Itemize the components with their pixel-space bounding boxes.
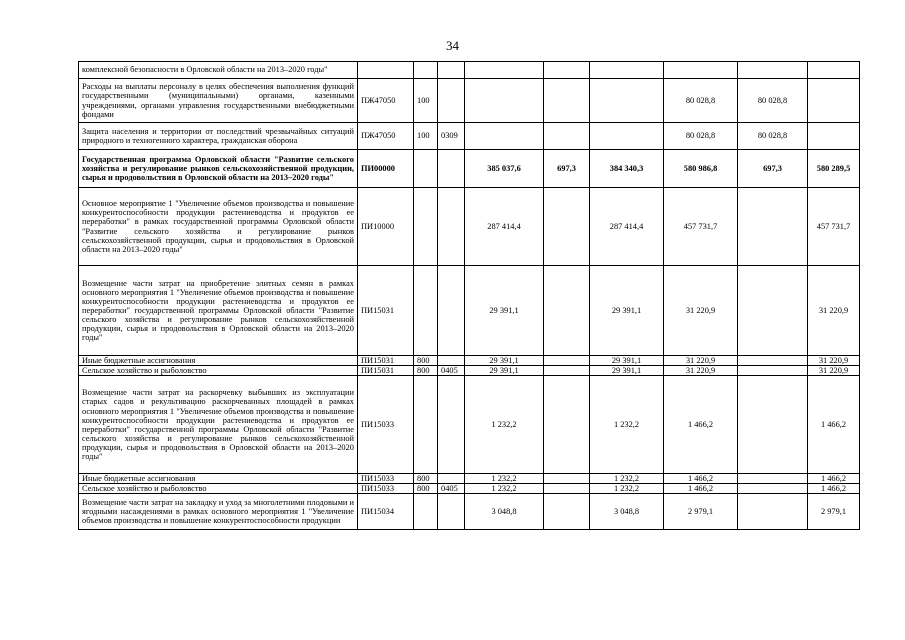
row-value-3: 1 232,2	[590, 474, 664, 484]
row-value-5	[738, 62, 808, 79]
row-value-5	[738, 474, 808, 484]
row-value-2: 697,3	[544, 150, 590, 188]
row-value-1: 385 037,6	[465, 150, 544, 188]
table-row	[79, 62, 860, 79]
row-value-3: 3 048,8	[590, 494, 664, 530]
row-value-6: 31 220,9	[808, 266, 860, 356]
row-code: ПИ15033	[358, 484, 414, 494]
row-value-1: 29 391,1	[465, 266, 544, 356]
row-value-3: 29 391,1	[590, 356, 664, 366]
row-expense-type: 800	[414, 474, 438, 484]
row-value-3: 384 340,3	[590, 150, 664, 188]
row-value-4: 2 979,1	[664, 494, 738, 530]
row-value-4: 580 986,8	[664, 150, 738, 188]
row-value-3: 1 232,2	[590, 484, 664, 494]
row-value-2	[544, 123, 590, 150]
row-value-3: 1 232,2	[590, 376, 664, 474]
budget-table	[78, 61, 860, 530]
row-section	[438, 474, 465, 484]
row-value-2	[544, 266, 590, 356]
row-value-1	[465, 62, 544, 79]
row-value-4: 80 028,8	[664, 79, 738, 123]
row-value-5	[738, 266, 808, 356]
row-value-3	[590, 62, 664, 79]
row-expense-type	[414, 376, 438, 474]
row-value-6	[808, 123, 860, 150]
table-row	[79, 494, 860, 530]
row-name: Возмещение части затрат на приобретение элитных семян в рамках основного мероприятия 1 "Увеличение объемов производства и повышение конкурентоспособности продукции растениеводства и продуктов ее переработки" государственной программы Орловской области "Развитие сельского хозяйства и регулирование рынков сельскохозяйственной продукции, сырья и продовольствия в Орловской области на 2013–2020 годы"	[79, 266, 358, 356]
row-value-2	[544, 474, 590, 484]
row-code: ПЖ47050	[358, 79, 414, 123]
row-value-4	[664, 62, 738, 79]
row-code: ПИ15033	[358, 376, 414, 474]
row-value-6: 1 466,2	[808, 376, 860, 474]
row-value-1	[465, 79, 544, 123]
row-value-6: 2 979,1	[808, 494, 860, 530]
row-value-1: 287 414,4	[465, 188, 544, 266]
row-value-6: 1 466,2	[808, 474, 860, 484]
row-value-1: 3 048,8	[465, 494, 544, 530]
row-value-4: 80 028,8	[664, 123, 738, 150]
row-value-6: 31 220,9	[808, 356, 860, 366]
row-value-5	[738, 188, 808, 266]
row-section	[438, 188, 465, 266]
row-value-5	[738, 494, 808, 530]
row-value-2	[544, 494, 590, 530]
row-value-2	[544, 356, 590, 366]
row-code: ПИ15033	[358, 474, 414, 484]
table-row	[79, 150, 860, 188]
table-row	[79, 484, 860, 494]
table-row	[79, 266, 860, 356]
row-expense-type: 800	[414, 356, 438, 366]
row-section: 0405	[438, 366, 465, 376]
row-value-5	[738, 376, 808, 474]
row-value-5: 80 028,8	[738, 79, 808, 123]
row-value-6	[808, 79, 860, 123]
row-code: ПИ15031	[358, 356, 414, 366]
row-expense-type: 100	[414, 79, 438, 123]
table-row	[79, 474, 860, 484]
row-name: Иные бюджетные ассигнования	[79, 356, 358, 366]
row-code: ПИ15031	[358, 266, 414, 356]
row-value-3: 29 391,1	[590, 366, 664, 376]
row-value-4: 31 220,9	[664, 366, 738, 376]
row-value-5: 80 028,8	[738, 123, 808, 150]
row-name: Государственная программа Орловской области "Развитие сельского хозяйства и регулирование рынков сельскохозяйственной продукции, сырья и продовольствия в Орловской области на 2013–2020 годы"	[79, 150, 358, 188]
row-value-2	[544, 62, 590, 79]
row-name: Иные бюджетные ассигнования	[79, 474, 358, 484]
row-value-2	[544, 79, 590, 123]
row-section	[438, 62, 465, 79]
row-section	[438, 79, 465, 123]
row-expense-type: 800	[414, 366, 438, 376]
row-name: Возмещение части затрат на раскорчевку выбывших из эксплуатации старых садов и рекультивацию раскорчеванных площадей в рамках основного мероприятия 1 "Увеличение объемов производства и повышение конкурентоспособности продукции растениеводства и продуктов ее переработки" государственной программы Орловской области "Развитие сельского хозяйства и регулирование рынков сельскохозяйственной продукции, сырья и продовольствия в Орловской области на 2013–2020 годы"	[79, 376, 358, 474]
row-value-1: 1 232,2	[465, 474, 544, 484]
row-code: ПИ10000	[358, 188, 414, 266]
row-value-4: 1 466,2	[664, 474, 738, 484]
row-value-1: 1 232,2	[465, 484, 544, 494]
row-value-4: 1 466,2	[664, 484, 738, 494]
row-name: Защита населения и территории от последствий чрезвычайных ситуаций природного и техногенного характера, гражданская оборона	[79, 123, 358, 150]
row-expense-type: 800	[414, 484, 438, 494]
row-value-4: 31 220,9	[664, 266, 738, 356]
row-value-5: 697,3	[738, 150, 808, 188]
row-value-3	[590, 79, 664, 123]
row-value-5	[738, 356, 808, 366]
row-value-4: 457 731,7	[664, 188, 738, 266]
row-value-5	[738, 484, 808, 494]
row-value-2	[544, 188, 590, 266]
row-value-1: 1 232,2	[465, 376, 544, 474]
row-code: ПИ15031	[358, 366, 414, 376]
row-name: комплексной безопасности в Орловской области на 2013–2020 годы"	[79, 62, 358, 79]
row-section: 0309	[438, 123, 465, 150]
row-expense-type	[414, 188, 438, 266]
table-row	[79, 188, 860, 266]
row-name: Возмещение части затрат на закладку и уход за многолетними плодовыми и ягодными насаждениями в рамках основного мероприятия 1 "Увеличение объемов производства и повышение конкурентоспособности продукции	[79, 494, 358, 530]
row-section	[438, 266, 465, 356]
row-value-3: 287 414,4	[590, 188, 664, 266]
row-value-2	[544, 484, 590, 494]
table-row	[79, 356, 860, 366]
row-value-4: 1 466,2	[664, 376, 738, 474]
row-name: Сельское хозяйство и рыболовство	[79, 366, 358, 376]
table-row	[79, 123, 860, 150]
table-row	[79, 366, 860, 376]
table-row	[79, 376, 860, 474]
row-value-6	[808, 62, 860, 79]
row-value-6: 580 289,5	[808, 150, 860, 188]
row-value-1: 29 391,1	[465, 356, 544, 366]
row-value-6: 1 466,2	[808, 484, 860, 494]
row-code	[358, 62, 414, 79]
row-code: ПИ15034	[358, 494, 414, 530]
row-name: Расходы на выплаты персоналу в целях обеспечения выполнения функций государственными (муниципальными) органами, казенными учреждениями, органами управления государственными внебюджетными фондами	[79, 79, 358, 123]
row-value-2	[544, 366, 590, 376]
row-name: Основное мероприятие 1 "Увеличение объемов производства и повышение конкурентоспособности продукции растениеводства и продуктов ее переработки" в рамках государственной программы Орловской области "Развитие сельского хозяйства и регулирование рынков сельскохозяйственной продукции, сырья и продовольствия в Орловской области на 2013–2020 годы"	[79, 188, 358, 266]
row-section	[438, 376, 465, 474]
row-expense-type	[414, 62, 438, 79]
row-value-1	[465, 123, 544, 150]
row-expense-type	[414, 494, 438, 530]
row-section	[438, 356, 465, 366]
row-value-5	[738, 366, 808, 376]
row-section: 0405	[438, 484, 465, 494]
row-value-3: 29 391,1	[590, 266, 664, 356]
row-expense-type: 100	[414, 123, 438, 150]
row-code: ПЖ47050	[358, 123, 414, 150]
row-value-2	[544, 376, 590, 474]
row-expense-type	[414, 266, 438, 356]
row-value-6: 31 220,9	[808, 366, 860, 376]
row-section	[438, 494, 465, 530]
row-name: Сельское хозяйство и рыболовство	[79, 484, 358, 494]
row-code: ПИ00000	[358, 150, 414, 188]
table-row	[79, 79, 860, 123]
row-section	[438, 150, 465, 188]
row-value-4: 31 220,9	[664, 356, 738, 366]
row-value-3	[590, 123, 664, 150]
page-number: 34	[446, 38, 459, 53]
row-expense-type	[414, 150, 438, 188]
row-value-1: 29 391,1	[465, 366, 544, 376]
row-value-6: 457 731,7	[808, 188, 860, 266]
table-body	[79, 62, 860, 530]
